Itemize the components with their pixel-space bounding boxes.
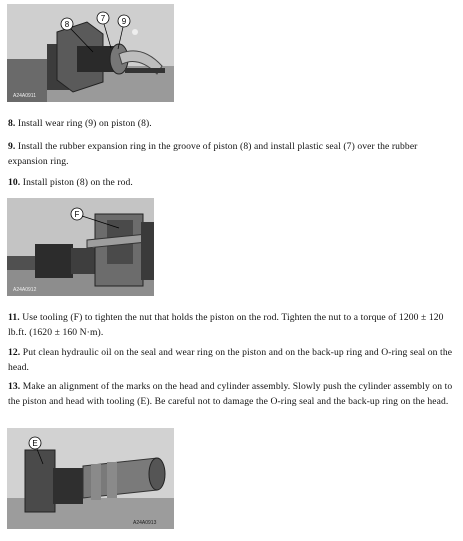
callout-label: 7: [100, 14, 106, 23]
step-9: [8, 140, 456, 169]
step-11: [8, 311, 456, 340]
step-number: 12.: [8, 347, 21, 358]
step-10: [8, 176, 456, 191]
figure-code: A24A0911: [13, 93, 36, 99]
figure-code: A24A0913: [133, 520, 157, 526]
step-text: Install the rubber expansion ring in the groove of piston (8) and install plastic seal (7) over the rubber expansion ring.: [8, 141, 418, 167]
step-number: 10.: [8, 177, 21, 188]
step-12: [8, 346, 456, 375]
callout-label: F: [74, 210, 80, 219]
figure-3-photo: [7, 428, 174, 529]
step-number: 9.: [8, 141, 16, 152]
step-text: Put clean hydraulic oil on the seal and wear ring on the piston and on the back-up ring and O-ring seal on the head.: [8, 347, 453, 373]
figure-2-photo: [7, 198, 154, 296]
callout-label: 8: [64, 20, 70, 29]
step-text: Install wear ring (9) on piston (8).: [15, 118, 152, 129]
step-number: 11.: [8, 312, 20, 323]
step-text: Use tooling (F) to tighten the nut that holds the piston on the rod. Tighten the nut to a torque of 1200 ± 120 lb.ft. (1620 ± 160 N·m).: [8, 312, 444, 338]
step-text: Install piston (8) on the rod.: [20, 177, 133, 188]
figure-1-photo: [7, 4, 174, 102]
figure-code: A24A0912: [13, 287, 37, 293]
step-text: Make an alignment of the marks on the head and cylinder assembly. Slowly push the cylinder assembly on to the piston and head with tooling (E). Be careful not to damage the O-ring seal and the back-up ring on the head.: [8, 381, 453, 407]
step-8: [8, 117, 456, 132]
callout-label: E: [32, 439, 38, 448]
step-13: [8, 380, 456, 409]
step-number: 8.: [8, 118, 16, 129]
callout-label: 9: [121, 17, 127, 26]
step-number: 13.: [8, 381, 21, 392]
